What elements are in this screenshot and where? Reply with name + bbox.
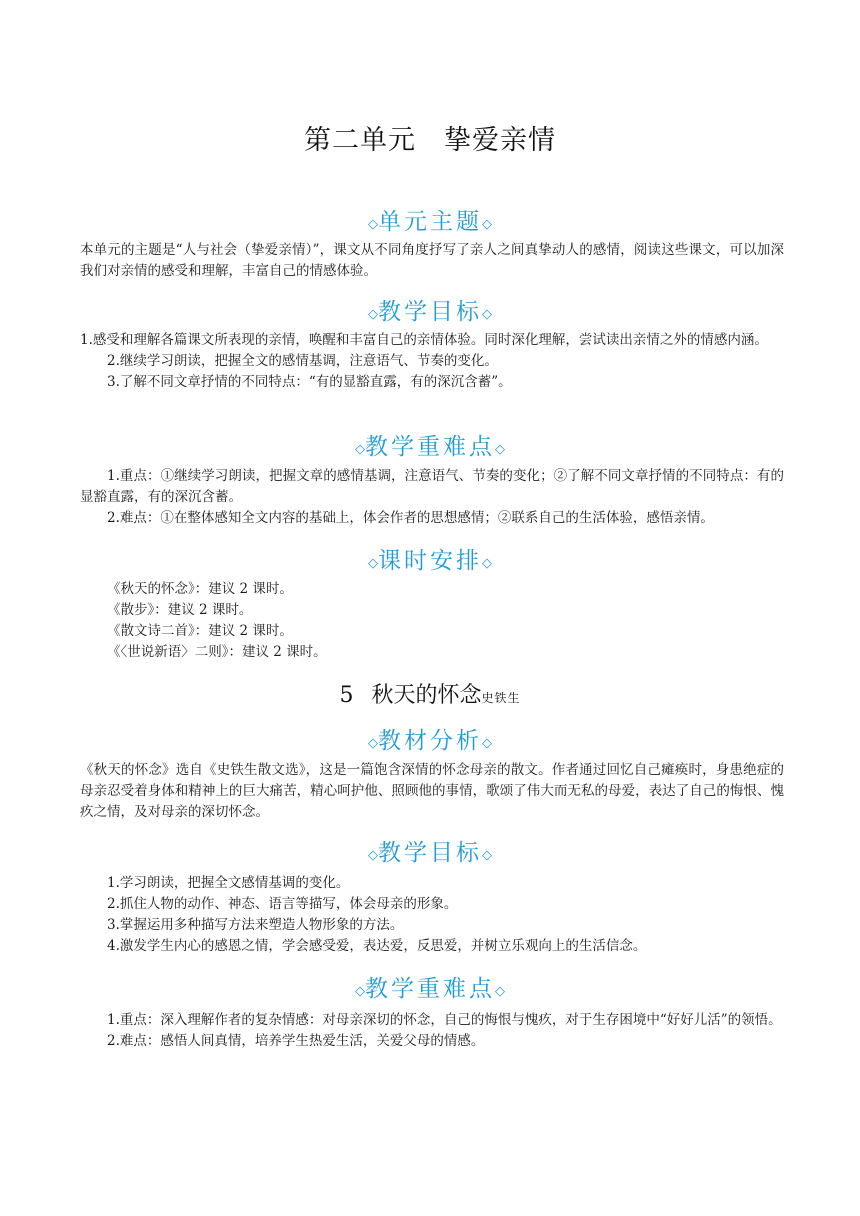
list-item: 2.抓住人物的动作、神态、语言等描写，体会母亲的形象。 <box>107 896 458 912</box>
unit-goals-list <box>80 330 784 393</box>
section-heading-text: 教材分析 <box>378 728 482 754</box>
lesson-goals-list <box>80 873 784 957</box>
diamond-icon: ◇ <box>482 217 492 232</box>
diamond-icon: ◇ <box>482 556 492 571</box>
section-heading-key-difficult <box>0 428 860 461</box>
diamond-icon: ◇ <box>368 848 378 863</box>
lesson-key-points-list <box>80 1010 784 1052</box>
section-heading-text: 教学目标 <box>378 299 482 325</box>
section-heading-lesson-goals <box>0 834 860 867</box>
section-heading-text: 教学重难点 <box>365 976 495 1002</box>
section-heading-lesson-key-difficult <box>0 970 860 1003</box>
list-item: 1.感受和理解各篇课文所表现的亲情，唤醒和丰富自己的亲情体验。同时深化理解，尝试读出亲情之外的情感内涵。 <box>80 332 768 348</box>
unit-key-points-list <box>80 466 784 529</box>
list-item: 《散步》：建议 2 课时。 <box>107 602 253 618</box>
unit-title: 第二单元 挚爱亲情 <box>304 125 556 156</box>
diamond-icon: ◇ <box>355 442 365 457</box>
paragraph-text: 本单元的主题是“人与社会（挚爱亲情）”，课文从不同角度抒写了亲人之间真挚动人的感情，阅读这些课文，可以加深我们对亲情的感受和理解，丰富自己的情感体验。 <box>80 242 784 279</box>
lesson-name: 秋天的怀念 <box>371 683 482 708</box>
section-heading-text: 教学重难点 <box>365 434 495 460</box>
list-item: 1.学习朗读，把握全文感情基调的变化。 <box>107 875 350 891</box>
diamond-icon: ◇ <box>482 307 492 322</box>
list-item: 2.难点：感悟人间真情，培养学生热爱生活，关爱父母的情感。 <box>107 1033 485 1049</box>
section-heading-unit-theme <box>0 203 860 236</box>
list-item: 《散文诗二首》：建议 2 课时。 <box>107 623 293 639</box>
diamond-icon: ◇ <box>355 984 365 999</box>
lesson-title <box>0 678 860 709</box>
section-heading-teaching-goals <box>0 293 860 326</box>
diamond-icon: ◇ <box>368 217 378 232</box>
list-item: 《〈世说新语〉二则》：建议 2 课时。 <box>107 644 327 660</box>
lesson-number: 5 <box>339 683 354 708</box>
list-item: 2.继续学习朗读，把握全文的感情基调，注意语气、节奏的变化。 <box>107 353 498 369</box>
list-item: 4.激发学生内心的感恩之情，学会感受爱，表达爱，反思爱，并树立乐观向上的生活信念。 <box>107 938 647 954</box>
diamond-icon: ◇ <box>495 442 505 457</box>
diamond-icon: ◇ <box>495 984 505 999</box>
lesson-author: 史铁生 <box>481 691 521 705</box>
section-heading-text: 课时安排 <box>378 548 482 574</box>
section-heading-schedule <box>0 542 860 575</box>
schedule-list <box>80 579 784 663</box>
material-analysis-paragraph <box>80 760 784 823</box>
list-item: 1.重点：深入理解作者的复杂情感：对母亲深切的怀念，自己的悔恨与愧疚，对于生存困境中“好好儿活”的领悟。 <box>107 1012 782 1028</box>
diamond-icon: ◇ <box>482 736 492 751</box>
diamond-icon: ◇ <box>368 736 378 751</box>
section-heading-material-analysis <box>0 722 860 755</box>
list-item: 1.重点：①继续学习朗读，把握文章的感情基调，注意语气、节奏的变化；②了解不同文章抒情的不同特点：有的显豁直露，有的深沉含蓄。 <box>80 468 784 505</box>
list-item: 《秋天的怀念》：建议 2 课时。 <box>107 581 293 597</box>
list-item: 3.了解不同文章抒情的不同特点：“有的显豁直露，有的深沉含蓄”。 <box>107 374 512 390</box>
list-item: 3.掌握运用多种描写方法来塑造人物形象的方法。 <box>107 917 404 933</box>
unit-theme-paragraph <box>80 240 784 282</box>
list-item: 2.难点：①在整体感知全文内容的基础上，体会作者的思想感情；②联系自己的生活体验，感悟亲情。 <box>107 510 714 526</box>
diamond-icon: ◇ <box>368 556 378 571</box>
diamond-icon: ◇ <box>368 307 378 322</box>
section-heading-text: 教学目标 <box>378 840 482 866</box>
section-heading-text: 单元主题 <box>378 209 482 235</box>
diamond-icon: ◇ <box>482 848 492 863</box>
paragraph-text: 《秋天的怀念》选自《史铁生散文选》，这是一篇饱含深情的怀念母亲的散文。作者通过回忆自己瘫痪时，身患绝症的母亲忍受着身体和精神上的巨大痛苦，精心呵护他、照顾他的事情，歌颂了伟大而无私的母爱，表达了自己的悔恨、愧疚之情，及对母亲的深切怀念。 <box>80 762 784 820</box>
